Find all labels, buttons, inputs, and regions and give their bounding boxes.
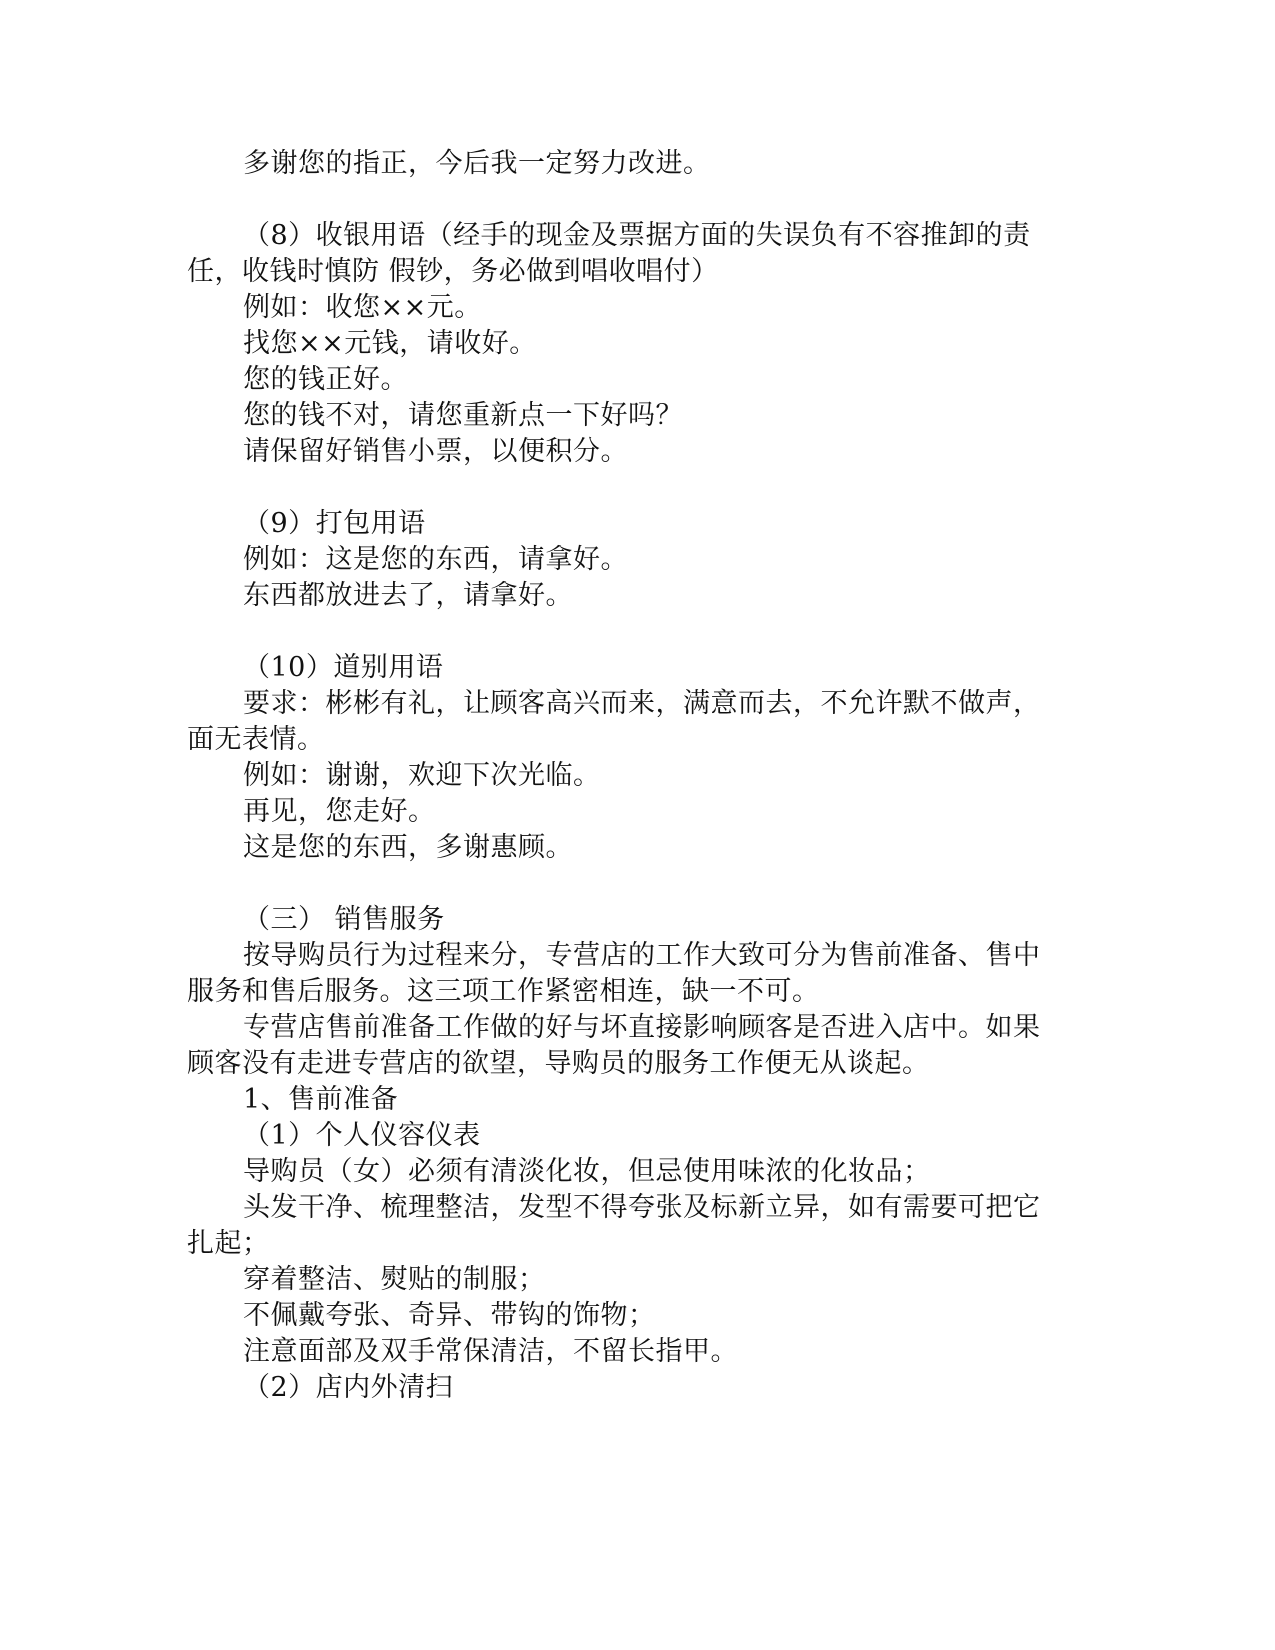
text-line: 任，收钱时慎防 假钞，务必做到唱收唱付） [187, 256, 719, 287]
text-line: 头发干净、梳理整洁，发型不得夸张及标新立异，如有需要可把它 [243, 1192, 1041, 1223]
text-line: 例如：收您××元。 [243, 292, 482, 323]
text-line: 东西都放进去了，请拿好。 [243, 580, 573, 611]
text-line: 穿着整洁、熨贴的制服； [243, 1264, 546, 1295]
text-line: 这是您的东西，多谢惠顾。 [243, 832, 573, 863]
section-heading-10: （10）道别用语 [243, 652, 444, 683]
text-line: 扎起； [187, 1228, 270, 1259]
text-line: 例如：这是您的东西，请拿好。 [243, 544, 628, 575]
text-line: 请保留好销售小票，以便积分。 [243, 436, 628, 467]
section-heading-sales-service: （三） 销售服务 [243, 904, 445, 935]
text-line: 顾客没有走进专营店的欲望，导购员的服务工作便无从谈起。 [187, 1048, 930, 1079]
text-line: 您的钱不对，请您重新点一下好吗？ [243, 400, 683, 431]
subsection-heading: 1、售前准备 [243, 1084, 399, 1115]
text-line: 要求：彬彬有礼，让顾客高兴而来，满意而去，不允许默不做声， [243, 688, 1041, 719]
text-line: 再见，您走好。 [243, 796, 436, 827]
section-heading-9: （9）打包用语 [243, 508, 426, 539]
section-heading-8: （8）收银用语（经手的现金及票据方面的失误负有不容推卸的责 [243, 220, 1031, 251]
text-line: 找您××元钱，请收好。 [243, 328, 537, 359]
text-line: 例如：谢谢，欢迎下次光临。 [243, 760, 601, 791]
subsection-heading: （1）个人仪容仪表 [243, 1120, 481, 1151]
text-line: 按导购员行为过程来分，专营店的工作大致可分为售前准备、售中 [243, 940, 1041, 971]
text-line: 面无表情。 [187, 724, 325, 755]
text-line: 不佩戴夸张、奇异、带钩的饰物； [243, 1300, 656, 1331]
text-line: 服务和售后服务。这三项工作紧密相连，缺一不可。 [187, 976, 820, 1007]
subsection-heading: （2）店内外清扫 [243, 1372, 454, 1403]
text-line: 导购员（女）必须有清淡化妆，但忌使用味浓的化妆品； [243, 1156, 931, 1187]
text-line: 注意面部及双手常保清洁，不留长指甲。 [243, 1336, 738, 1367]
text-line: 多谢您的指正，今后我一定努力改进。 [243, 148, 711, 179]
text-line: 您的钱正好。 [243, 364, 408, 395]
text-line: 专营店售前准备工作做的好与坏直接影响顾客是否进入店中。如果 [243, 1012, 1041, 1043]
